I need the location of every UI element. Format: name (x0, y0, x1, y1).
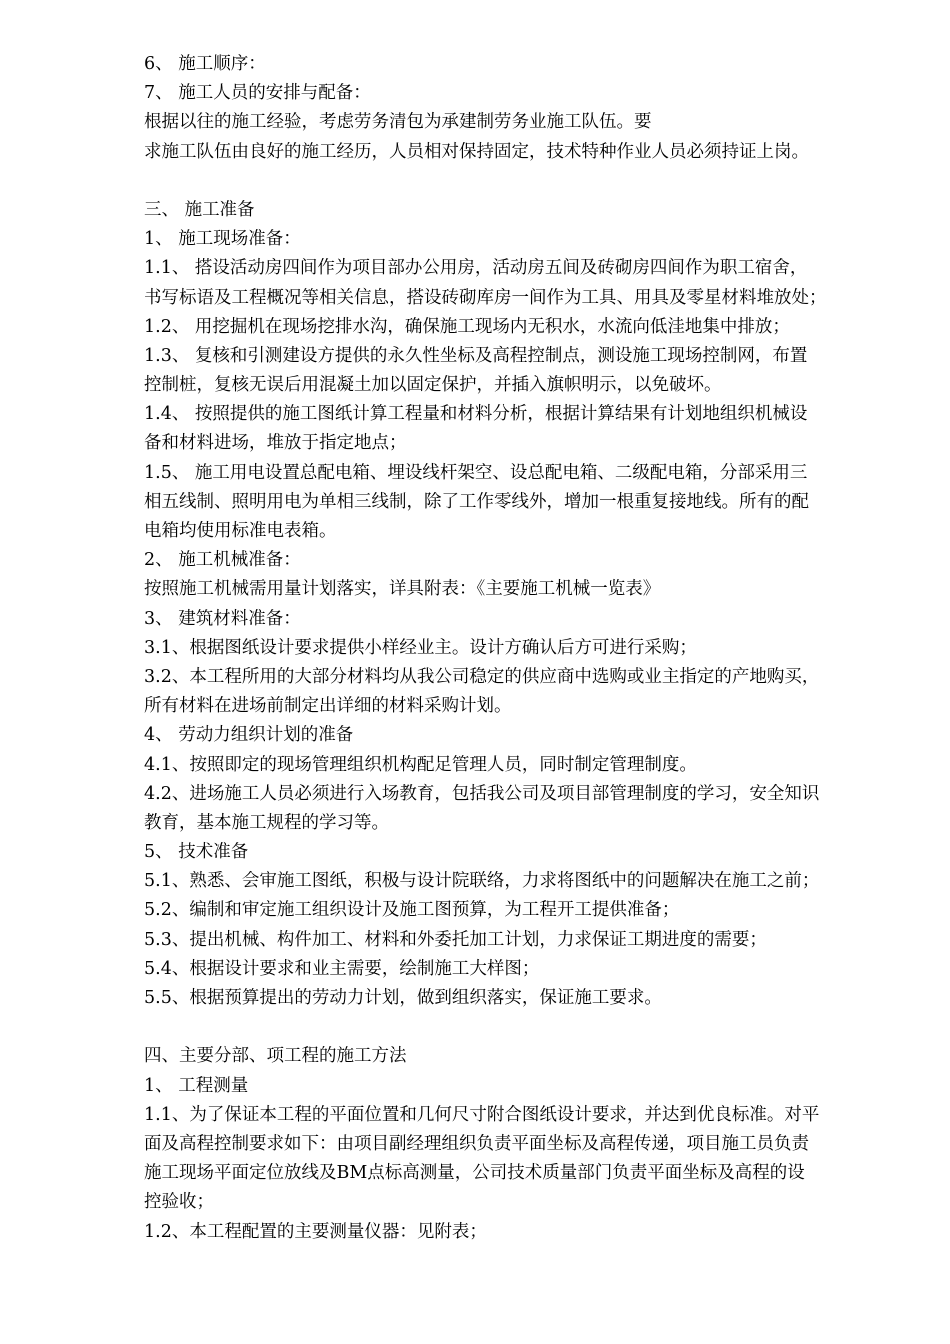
section-heading: 三、 施工准备 (144, 199, 255, 220)
subsection-heading: 2、 施工机械准备： (144, 550, 301, 571)
text-line: 4.2、进场施工人员必须进行入场教育，包括我公司及项目部管理制度的学习，安全知识 (144, 783, 820, 804)
text-line: 备和材料进场，堆放于指定地点； (144, 433, 407, 454)
text-line: 7、 施工人员的安排与配备： (144, 83, 371, 104)
text-line: 1.2、 用挖掘机在现场挖排水沟，确保施工现场内无积水，水流向低洼地集中排放； (144, 316, 790, 337)
text-line: 控制桩，复核无误后用混凝土加以固定保护，并插入旗帜明示，以免破坏。 (144, 375, 722, 396)
text-line: 5.2、编制和审定施工组织设计及施工图预算，为工程开工提供准备； (144, 900, 680, 921)
text-line: 电箱均使用标准电表箱。 (144, 521, 337, 541)
text-line: 5.4、根据设计要求和业主需要，绘制施工大样图； (144, 958, 540, 979)
subsection-heading: 5、 技术准备 (144, 842, 249, 863)
blank-line (144, 167, 884, 196)
subsection-heading: 1、 工程测量 (144, 1075, 249, 1096)
text-line: 5.5、根据预算提出的劳动力计划，做到组织落实，保证施工要求。 (144, 988, 662, 1008)
text-line: 1.1、 搭设活动房四间作为项目部办公用房，活动房五间及砖砌房四间作为职工宿舍， (144, 258, 808, 279)
text-line: 按照施工机械需用量计划落实，详具附表：《主要施工机械一览表》 (144, 579, 661, 600)
text-line: 1.1、为了保证本工程的平面位置和几何尺寸附合图纸设计要求，并达到优良标准。对平 (144, 1104, 820, 1125)
text-line: 根据以往的施工经验，考虑劳务清包为承建制劳务业施工队伍。要 (144, 112, 652, 133)
text-line: 1.3、 复核和引测建设方提供的永久性坐标及高程控制点，测设施工现场控制网，布置 (144, 345, 808, 366)
text-line: 6、 施工顺序： (144, 54, 266, 74)
text-line: 求施工队伍由良好的施工经历，人员相对保持固定，技术特种作业人员必须持证上岗。 (144, 141, 809, 162)
blank-line (144, 1013, 884, 1042)
text-line: 1.4、 按照提供的施工图纸计算工程量和材料分析，根据计算结果有计划地组织机械设 (144, 404, 808, 425)
text-line: 1.2、本工程配置的主要测量仪器：见附表； (144, 1221, 487, 1242)
text-line: 3.2、本工程所用的大部分材料均从我公司稳定的供应商中选购或业主指定的产地购买， (144, 666, 820, 687)
text-line: 5.3、提出机械、构件加工、材料和外委托加工计划，力求保证工期进度的需要； (144, 929, 767, 950)
text-line: 1.5、 施工用电设置总配电箱、埋设线杆架空、设总配电箱、二级配电箱，分部采用三 (144, 462, 808, 483)
text-line: 相五线制、照明用电为单相三线制，除了工作零线外，增加一根重复接地线。所有的配 (144, 491, 809, 512)
text-line: 3.1、根据图纸设计要求提供小样经业主。设计方确认后方可进行采购； (144, 637, 697, 658)
text-line: 4.1、按照即定的现场管理组织机构配足管理人员，同时制定管理制度。 (144, 754, 697, 775)
text-line: 所有材料在进场前制定出详细的材料采购计划。 (144, 696, 512, 717)
subsection-heading: 3、 建筑材料准备： (144, 608, 301, 629)
document-body (144, 50, 884, 1247)
subsection-heading: 1、 施工现场准备： (144, 229, 301, 250)
text-line: 书写标语及工程概况等相关信息，搭设砖砌库房一间作为工具、用具及零星材料堆放处； (144, 287, 827, 308)
text-line: 教育，基本施工规程的学习等。 (144, 812, 389, 833)
text-line: 面及高程控制要求如下：由项目副经理组织负责平面坐标及高程传递，项目施工员负责 (144, 1133, 809, 1154)
section-heading: 四、主要分部、项工程的施工方法 (144, 1046, 407, 1067)
text-line: 5.1、熟悉、会审施工图纸，积极与设计院联络，力求将图纸中的问题解决在施工之前； (144, 871, 820, 892)
subsection-heading: 4、 劳动力组织计划的准备 (144, 725, 354, 746)
text-line: 施工现场平面定位放线及BM点标高测量，公司技术质量部门负责平面坐标及高程的设 (144, 1163, 805, 1184)
text-line: 控验收； (144, 1192, 214, 1213)
